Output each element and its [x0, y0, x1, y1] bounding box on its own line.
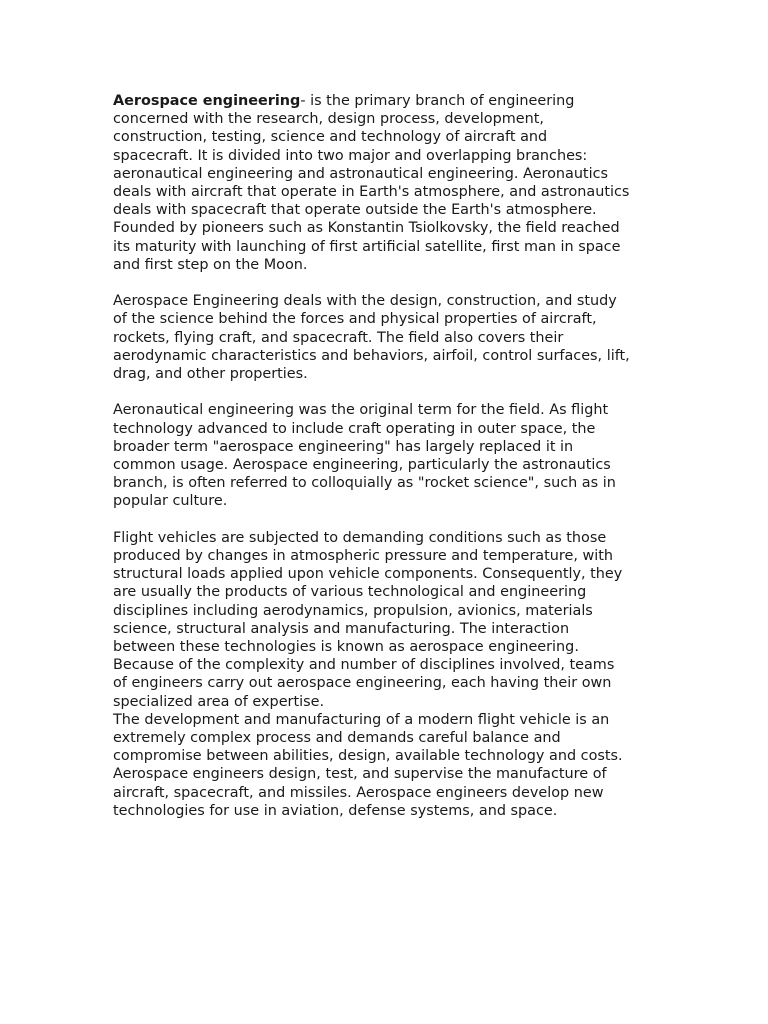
document-page	[113, 92, 658, 838]
body-paragraph: Aeronautical engineering was the original term for the field. As flight technology advanced to include craft operating in outer space, the broader term "aerospace engineering" has largely replaced it in common usage. Aerospace engineering, particularly the astronautics branch, is often referred to colloquially as "rocket science", such as in popular culture.	[113, 402, 616, 510]
body-paragraph: The development and manufacturing of a modern flight vehicle is an extremely complex process and demands careful balance and compromise between abilities, design, available technology and costs. Aerospace engineers design, test, and supervise the manufacture of aircraft, spacecraft, and missiles. Aerospace engineers develop new technologies for use in aviation, defense systems, and space.	[113, 711, 623, 819]
lead-term: Aerospace engineering	[113, 93, 301, 109]
intro-paragraph	[113, 92, 658, 274]
body-paragraph: Aerospace Engineering deals with the design, construction, and study of the science behind the forces and physical properties of aircraft, rockets, flying craft, and spacecraft. The field also covers their aerodynamic characteristics and behaviors, airfoil, control surfaces, lift, drag, and other properties.	[113, 293, 630, 383]
body-paragraph: Flight vehicles are subjected to demanding conditions such as those produced by changes in atmospheric pressure and temperature, with structural loads applied upon vehicle components. Consequently, they are usually the products of various technological and engineering disciplines including aerodynamics, propulsion, avionics, materials science, structural analysis and manufacturing. The interaction between these technologies is known as aerospace engineering. Because of the complexity and number of disciplines involved, teams of engineers carry out aerospace engineering, each having their own specialized area of expertise.	[113, 529, 623, 710]
intro-text: - is the primary branch of engineering concerned with the research, design process, development, construction, testing, science and technology of aircraft and spacecraft. It is divided into two major and overlapping branches: aeronautical engineering and astronautical engineering. Aeronautics deals with aircraft that operate in Earth's atmosphere, and astronautics deals with spacecraft that operate outside the Earth's atmosphere. Founded by pioneers such as Konstantin Tsiolkovsky, the field reached its maturity with launching of first artificial satellite, first man in space and first step on the Moon.	[113, 93, 630, 273]
